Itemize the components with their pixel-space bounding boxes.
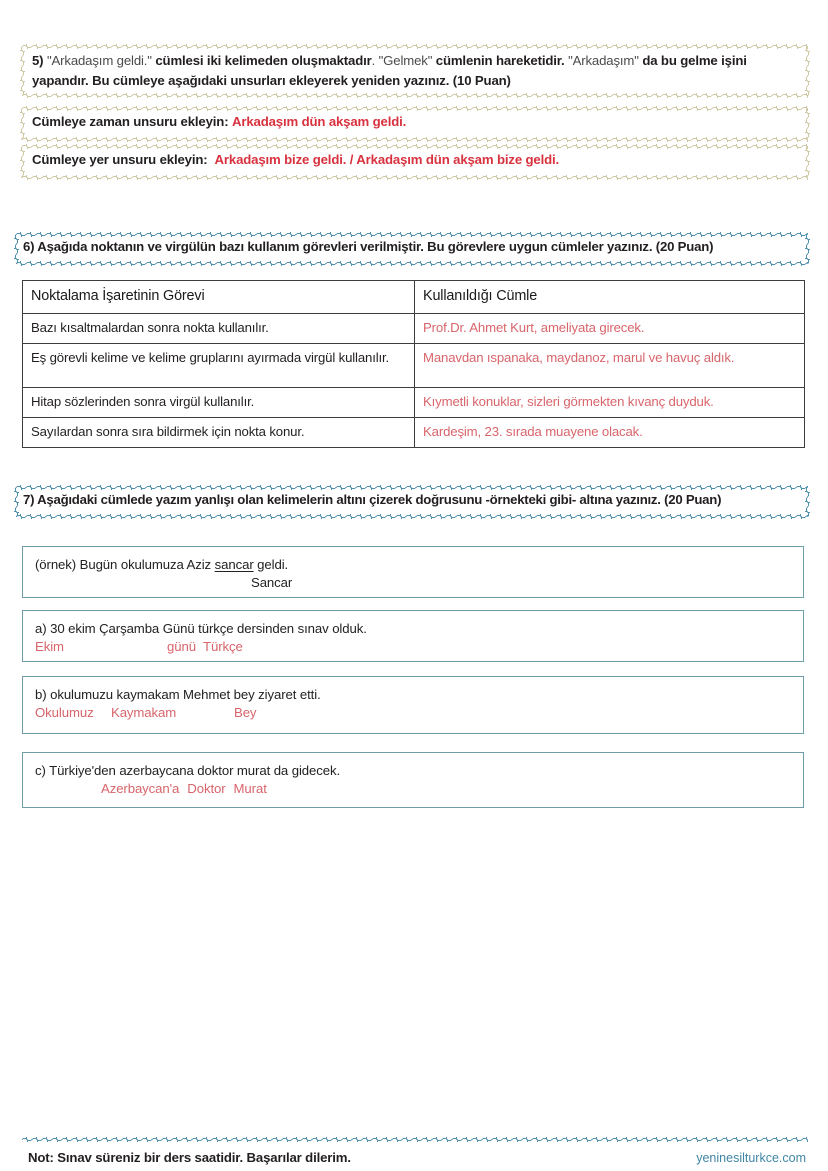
wavy-border-right	[805, 108, 810, 140]
item-b-correction-2[interactable]: Kaymakam	[111, 705, 177, 720]
item-a-correction-1[interactable]: Ekim	[35, 639, 64, 654]
question-5-segment-3: .	[371, 53, 379, 68]
item-c-correction-3[interactable]: Murat	[233, 781, 267, 796]
footer-note: Not: Sınav süreniz bir ders saatidir. Başarılar dilerim.	[28, 1150, 351, 1165]
wavy-border-right	[805, 46, 810, 96]
item-c-correction-1[interactable]: Azerbaycan'a	[101, 781, 180, 796]
question-5-place-label: Cümleye yer unsuru ekleyin:	[32, 152, 208, 167]
table-header-rule: Noktalama İşaretinin Görevi	[23, 281, 415, 314]
question-7-prompt-box	[16, 487, 808, 517]
question-5-quote-3: "Arkadaşım"	[568, 53, 639, 68]
question-5-place-line	[32, 152, 559, 167]
question-5-segment-5: da bu gelme işini yapandır. Bu cümleye aşağıdaki unsurları ekleyerek yeniden yazınız. (10 Puan)	[32, 53, 747, 88]
item-a-corrections[interactable]	[35, 639, 243, 654]
table-cell-rule: Bazı kısaltmalardan sonra nokta kullanılır.	[23, 314, 415, 344]
question-5-prompt-text	[32, 51, 800, 90]
question-7-item-c-box	[22, 752, 804, 808]
question-5-segment-2: cümlesi iki kelimeden oluşmaktadır	[151, 53, 372, 68]
wavy-border-right	[805, 146, 810, 178]
table-cell-example[interactable]: Manavdan ıspanaka, maydanoz, marul ve havuç aldık.	[415, 344, 805, 388]
wavy-border-left	[14, 234, 19, 264]
question-5-segment-4: cümlenin hareketidir.	[432, 53, 569, 68]
example-sentence-after: geldi.	[253, 557, 289, 572]
question-7-prompt-text: 7) Aşağıdaki cümlede yazım yanlışı olan kelimelerin altını çizerek doğrusunu -örnekteki gibi- altına yazınız. (20 Puan)	[23, 492, 722, 507]
table-header-row	[23, 281, 805, 314]
punctuation-table	[22, 280, 805, 448]
question-7-item-b-box	[22, 676, 804, 734]
table-cell-example[interactable]: Kardeşim, 23. sırada muayene olacak.	[415, 418, 805, 448]
question-6-prompt-box	[16, 234, 808, 264]
table-header-example: Kullanıldığı Cümle	[415, 281, 805, 314]
item-c-correction-2[interactable]: Doktor	[187, 781, 226, 796]
question-5-quote-2: "Gelmek"	[378, 53, 433, 68]
wavy-border-left	[14, 487, 19, 517]
table-cell-example[interactable]: Kıymetli konuklar, sizleri görmekten kıvanç duyduk.	[415, 388, 805, 418]
question-7-example-sentence	[35, 557, 288, 572]
item-c-corrections[interactable]	[35, 781, 267, 796]
question-5-answer-row-place	[22, 146, 808, 178]
wavy-border-left	[20, 108, 25, 140]
wavy-border-right	[805, 234, 810, 264]
item-b-sentence: b) okulumuzu kaymakam Mehmet bey ziyaret etti.	[35, 687, 321, 702]
example-sentence-before: (örnek) Bugün okulumuza Aziz	[35, 557, 215, 572]
question-7-example-correction: Sancar	[251, 575, 293, 590]
question-7-item-a-box	[22, 610, 804, 662]
table-row	[23, 344, 805, 388]
footer-website-link[interactable]: yeninesilturkce.com	[696, 1151, 806, 1165]
question-5-time-answer[interactable]: Arkadaşım dün akşam geldi.	[231, 114, 407, 129]
example-sentence-underlined: sancar	[214, 557, 254, 572]
item-b-correction-3[interactable]: Bey	[234, 705, 257, 720]
question-5-time-line	[32, 114, 406, 129]
item-b-corrections[interactable]	[35, 705, 256, 720]
table-cell-rule: Eş görevli kelime ve kelime gruplarını ayırmada virgül kullanılır.	[23, 344, 415, 388]
item-b-correction-1[interactable]: Okulumuz	[35, 705, 94, 720]
question-5-place-answer[interactable]: Arkadaşım bize geldi. / Arkadaşım dün akşam bize geldi.	[214, 152, 560, 167]
item-c-sentence: c) Türkiye'den azerbaycana doktor murat da gidecek.	[35, 763, 341, 778]
item-a-correction-3[interactable]: Türkçe	[203, 639, 243, 654]
question-5-number: 5)	[32, 53, 47, 68]
footer-divider	[22, 1137, 808, 1142]
table-cell-rule: Hitap sözlerinden sonra virgül kullanılır.	[23, 388, 415, 418]
item-a-sentence: a) 30 ekim Çarşamba Günü türkçe dersinden sınav olduk.	[35, 621, 367, 636]
question-7-example-box	[22, 546, 804, 598]
question-5-prompt-box	[22, 46, 808, 96]
wavy-border-left	[20, 46, 25, 96]
table-row	[23, 388, 805, 418]
table-row	[23, 418, 805, 448]
question-6-prompt-text: 6) Aşağıda noktanın ve virgülün bazı kullanım görevleri verilmiştir. Bu görevlere uygun cümleler yazınız. (20 Puan)	[23, 239, 714, 254]
table-cell-example[interactable]: Prof.Dr. Ahmet Kurt, ameliyata girecek.	[415, 314, 805, 344]
wavy-border-left	[20, 146, 25, 178]
wavy-border-right	[805, 487, 810, 517]
table-cell-rule: Sayılardan sonra sıra bildirmek için nokta konur.	[23, 418, 415, 448]
table-row	[23, 314, 805, 344]
question-5-time-label: Cümleye zaman unsuru ekleyin:	[32, 114, 229, 129]
question-5-quote-1: "Arkadaşım geldi."	[46, 53, 152, 68]
item-a-correction-2[interactable]: günü	[167, 639, 196, 654]
question-5-answer-row-time	[22, 108, 808, 140]
